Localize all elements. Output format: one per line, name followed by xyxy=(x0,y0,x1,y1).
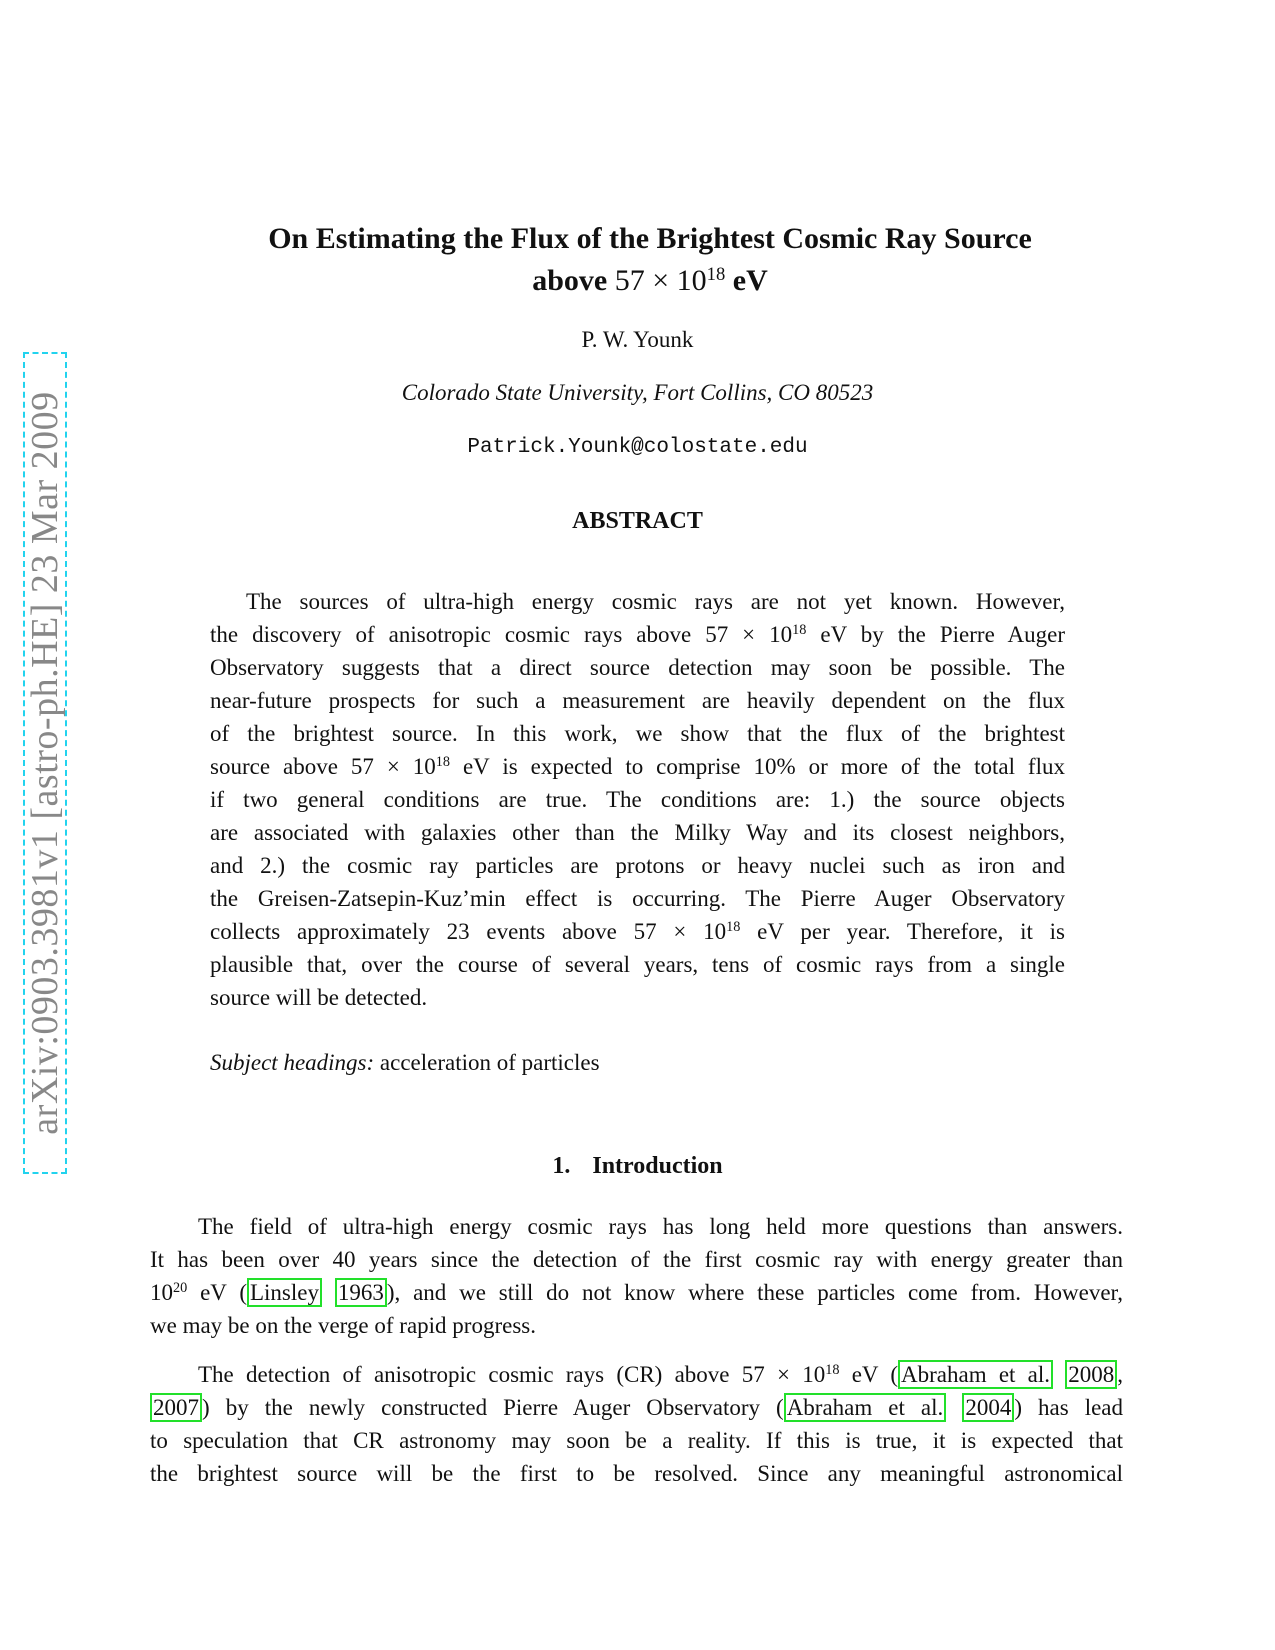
intro-paragraph-2 xyxy=(150,1358,1123,1490)
abstract-exponent: 18 xyxy=(726,919,741,936)
citation-link[interactable]: 1963 xyxy=(335,1278,387,1307)
title-line-1: On Estimating the Flux of the Brightest Cosmic Ray Source xyxy=(268,222,1032,255)
citation-link[interactable]: Abraham et al. xyxy=(784,1393,947,1422)
paragraph-text: , xyxy=(1117,1362,1124,1387)
title-prefix: above xyxy=(532,264,615,297)
title-exponent: 18 xyxy=(706,263,726,285)
abstract-body xyxy=(210,585,1065,1014)
abstract-line: source will be detected. xyxy=(210,985,428,1010)
abstract-line: are associated with galaxies other than the Milky Way and its closest neighbors, xyxy=(210,820,1065,845)
paragraph-line xyxy=(150,1358,1123,1391)
paragraph-line: The field of ultra-high energy cosmic rays has long held more questions than answers. xyxy=(198,1214,1123,1239)
abstract-line: plausible that, over the course of several years, tens of cosmic rays from a single xyxy=(210,952,1065,977)
citation-link[interactable]: Abraham et al. xyxy=(898,1360,1053,1389)
abstract-text: the discovery of anisotropic cosmic rays above 57 × 10 xyxy=(210,622,793,647)
arxiv-stamp-text: arXiv:0903.3981v1 [astro-ph.HE] 23 Mar 2009 xyxy=(24,391,66,1135)
paragraph-text: The detection of anisotropic cosmic rays (CR) above 57 × 10 xyxy=(198,1362,826,1387)
paper-title xyxy=(150,218,1150,302)
paragraph-text xyxy=(1053,1362,1065,1387)
paragraph-line: It has been over 40 years since the detection of the first cosmic ray with energy greater than xyxy=(150,1247,1123,1272)
abstract-text: eV per year. Therefore, it is xyxy=(740,919,1065,944)
abstract-heading: ABSTRACT xyxy=(572,508,703,534)
paragraph-line xyxy=(150,1276,1123,1309)
citation-link[interactable]: 2007 xyxy=(150,1393,202,1422)
paragraph-exponent: 20 xyxy=(173,1280,188,1297)
abstract-line: if two general conditions are true. The conditions are: 1.) the source objects xyxy=(210,787,1065,812)
intro-paragraph-1 xyxy=(150,1210,1123,1342)
paragraph-line: we may be on the verge of rapid progress. xyxy=(150,1313,536,1338)
abstract-line: and 2.) the cosmic ray particles are protons or heavy nuclei such as iron and xyxy=(210,853,1065,878)
citation-link[interactable]: 2004 xyxy=(962,1393,1014,1422)
author-name: P. W. Younk xyxy=(581,327,694,352)
abstract-exponent: 18 xyxy=(792,622,807,639)
author-email[interactable]: Patrick.Younk@colostate.edu xyxy=(467,436,808,459)
abstract-line: of the brightest source. In this work, we show that the flux of the brightest xyxy=(210,721,1065,746)
paragraph-text: eV ( xyxy=(839,1362,899,1387)
abstract-text: eV is expected to comprise 10% or more of the total flux xyxy=(450,754,1065,779)
paragraph-line: to speculation that CR astronomy may soon be a reality. If this is true, it is expected that xyxy=(150,1428,1123,1453)
paragraph-text: ) by the newly constructed Pierre Auger Observatory ( xyxy=(202,1395,784,1420)
paragraph-text: ), and we still do not know where these particles come from. However, xyxy=(386,1280,1124,1305)
section-title: Introduction xyxy=(592,1153,723,1179)
subject-headings xyxy=(210,1050,600,1076)
title-line-2 xyxy=(150,260,1150,302)
abstract-line xyxy=(210,915,1065,948)
section-number: 1. xyxy=(552,1153,571,1179)
abstract-text: eV by the Pierre Auger xyxy=(806,622,1065,647)
paragraph-exponent: 18 xyxy=(825,1362,840,1379)
section-heading-introduction xyxy=(0,1153,1275,1180)
abstract-line: the Greisen-Zatsepin-Kuz’min effect is occurring. The Pierre Auger Observatory xyxy=(210,886,1065,911)
citation-link[interactable]: 2008 xyxy=(1065,1360,1117,1389)
abstract-line xyxy=(210,618,1065,651)
arxiv-stamp[interactable] xyxy=(23,352,67,1174)
abstract-text: collects approximately 23 events above 57 × 10 xyxy=(210,919,727,944)
citation-link[interactable]: Linsley xyxy=(247,1278,322,1307)
abstract-text: source above 57 × 10 xyxy=(210,754,436,779)
abstract-line: near-future prospects for such a measurement are heavily dependent on the flux xyxy=(210,688,1065,713)
abstract-line: Observatory suggests that a direct source detection may soon be possible. The xyxy=(210,655,1065,680)
abstract-line xyxy=(210,750,1065,783)
subject-label: Subject headings: xyxy=(210,1050,375,1075)
title-math: 57 × 10 xyxy=(614,264,707,297)
author-affiliation: Colorado State University, Fort Collins, CO 80523 xyxy=(401,380,874,405)
paragraph-text xyxy=(946,1395,962,1420)
paragraph-line xyxy=(150,1391,1123,1424)
paragraph-line: the brightest source will be the first to be resolved. Since any meaningful astronomical xyxy=(150,1461,1123,1486)
abstract-line: The sources of ultra-high energy cosmic rays are not yet known. However, xyxy=(246,589,1065,614)
title-suffix: eV xyxy=(725,264,768,297)
paragraph-text xyxy=(322,1280,335,1305)
paragraph-text: eV ( xyxy=(187,1280,247,1305)
paragraph-text: ) has lead xyxy=(1014,1395,1123,1420)
abstract-exponent: 18 xyxy=(435,754,451,771)
paragraph-text: 10 xyxy=(150,1280,173,1305)
subject-value: acceleration of particles xyxy=(374,1050,600,1075)
